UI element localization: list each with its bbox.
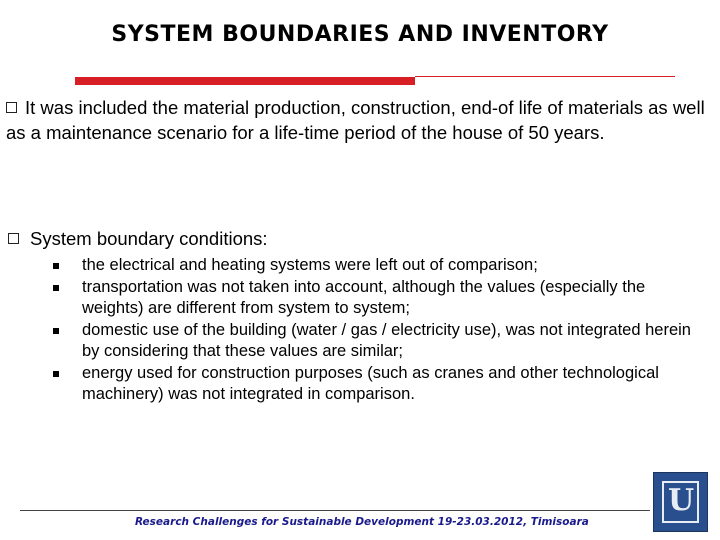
square-filled-icon [53,263,59,269]
system-heading-text: System boundary conditions: [30,228,268,249]
square-filled-icon [53,371,59,377]
footer-caption: Research Challenges for Sustainable Development 19-23.03.2012, Timisoara [135,516,589,528]
university-logo [653,472,708,532]
list-item [52,277,692,320]
system-boundary-heading [8,227,268,251]
intro-paragraph [6,96,706,145]
list-item-text: transportation was not taken into account, although the values (especially the weights) are different from system to system; [82,277,646,317]
square-filled-icon [53,328,59,334]
square-outline-icon [8,233,19,244]
list-item [52,255,692,277]
square-outline-icon [6,102,17,113]
slide-title: SYSTEM BOUNDARIES AND INVENTORY [111,22,609,47]
list-item-text: the electrical and heating systems were left out of comparison; [82,256,538,274]
list-item [52,363,692,406]
footer-divider [20,510,650,511]
title-underline-bar [75,77,415,85]
square-filled-icon [53,285,59,291]
list-item-text: domestic use of the building (water / gas / electricity use), was not integrated herein by considering that these values are similar; [82,320,691,360]
list-item-text: energy used for construction purposes (such as cranes and other technological machinery) was not integrated in comparison. [82,363,659,403]
list-item [52,320,692,363]
conditions-list [52,255,692,406]
logo-glyph-icon: U [668,483,695,518]
intro-text: It was included the material production, construction, end-of life of materials as well as a maintenance scenario for a life-time period of the house of 50 years. [6,97,705,143]
title-underline-line [415,76,675,77]
